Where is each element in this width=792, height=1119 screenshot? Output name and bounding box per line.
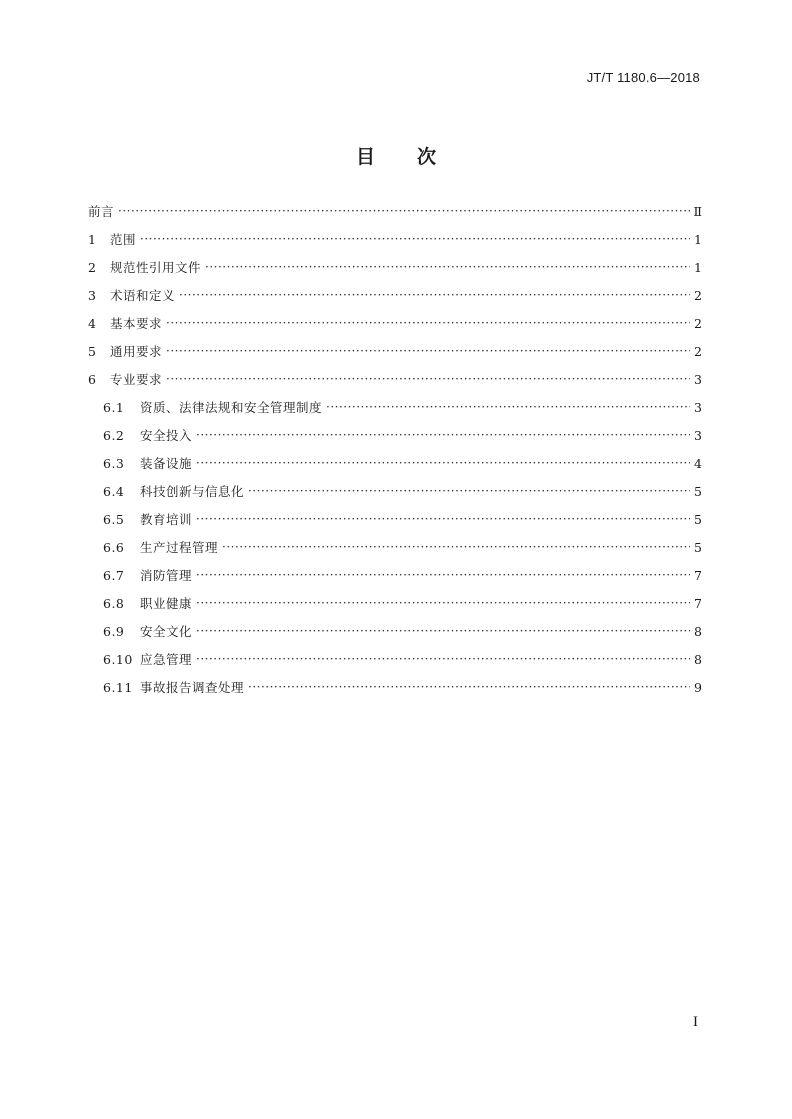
dot-leader [248,484,690,498]
toc-entry-number: 6 [88,372,96,387]
toc-entry-page: 5 [694,512,702,527]
dot-leader [196,568,690,582]
title-char-second: 次 [417,146,437,168]
toc-entry[interactable] [88,538,702,566]
toc-entry-label: 消防管理 [140,568,193,583]
toc-entry-page: 5 [694,540,702,555]
title-char-first: 目 [355,146,375,168]
toc-entry-page: 1 [694,232,702,247]
dot-leader [166,316,690,330]
toc-entry-page: 3 [694,428,702,443]
toc-entry-page: 2 [694,344,702,359]
toc-entry-number: 6.4 [103,484,125,499]
dot-leader [205,260,690,274]
toc-entry-label: 术语和定义 [110,288,176,303]
toc-entry-label: 科技创新与信息化 [140,484,245,499]
toc-entry[interactable] [88,258,702,286]
toc-entry-label: 安全文化 [140,624,193,639]
toc-entry-number: 4 [88,316,96,331]
toc-entry-label: 事故报告调查处理 [140,680,245,695]
dot-leader [248,680,690,694]
toc-entry-label: 安全投入 [140,428,193,443]
toc-entry[interactable] [88,622,702,650]
toc-entry-number: 6.5 [103,512,125,527]
dot-leader [326,400,690,414]
toc-entry-number: 6.7 [103,568,125,583]
toc-entry[interactable] [88,286,702,314]
dot-leader [118,204,689,218]
toc-entry-label: 教育培训 [140,512,193,527]
dot-leader [140,232,690,246]
toc-entry-label: 规范性引用文件 [110,260,202,275]
dot-leader [166,344,690,358]
dot-leader [179,288,690,302]
dot-leader [196,652,690,666]
page-title [0,142,792,169]
standard-code: JT/T 1180.6—2018 [586,70,700,85]
toc-entry-page: 4 [694,456,702,471]
toc-entry[interactable] [88,202,702,230]
dot-leader [196,512,690,526]
dot-leader [166,372,690,386]
dot-leader [196,596,690,610]
dot-leader [196,428,690,442]
toc-entry[interactable] [88,650,702,678]
toc-entry[interactable] [88,510,702,538]
toc-entry[interactable] [88,594,702,622]
toc-entry-label: 通用要求 [110,344,163,359]
toc-entry-label: 资质、法律法规和安全管理制度 [140,400,323,415]
toc-entry-page: 5 [694,484,702,499]
toc-entry[interactable] [88,454,702,482]
toc-entry-number: 6.6 [103,540,125,555]
toc-entry-number: 6.10 [103,652,133,667]
toc-entry-number: 6.1 [103,400,125,415]
toc-entry[interactable] [88,398,702,426]
dot-leader [222,540,690,554]
toc-entry-label: 生产过程管理 [140,540,219,555]
toc-entry-number: 6.3 [103,456,125,471]
dot-leader [196,456,690,470]
toc-entry[interactable] [88,314,702,342]
toc-entry-number: 3 [88,288,96,303]
toc-entry-page: 3 [694,372,702,387]
toc-entry-page: 2 [694,316,702,331]
toc-entry-number: 1 [88,232,96,247]
toc-entry[interactable] [88,230,702,258]
toc-entry-number: 2 [88,260,96,275]
toc-entry-page: 7 [694,568,702,583]
toc-entry-page: 8 [694,624,702,639]
toc-entry-number: 6.8 [103,596,125,611]
toc-entry-label: 范围 [110,232,137,247]
toc-entry[interactable] [88,342,702,370]
toc-entry[interactable] [88,678,702,706]
toc-entry-page: 9 [694,680,702,695]
toc-entry-page: Ⅱ [693,204,702,219]
page-number: I [693,1014,698,1030]
dot-leader [196,624,690,638]
toc-entry[interactable] [88,426,702,454]
toc-entry-label: 专业要求 [110,372,163,387]
toc-entry[interactable] [88,482,702,510]
toc-entry-label: 职业健康 [140,596,193,611]
toc-entry-page: 1 [694,260,702,275]
toc-entry-label: 前言 [88,204,115,219]
toc-entry[interactable] [88,370,702,398]
toc-entry-label: 基本要求 [110,316,163,331]
toc-entry-number: 5 [88,344,96,359]
toc-entry-number: 6.11 [103,680,133,695]
table-of-contents [88,202,702,706]
toc-entry-page: 3 [694,400,702,415]
toc-entry-label: 装备设施 [140,456,193,471]
toc-entry-page: 8 [694,652,702,667]
toc-entry-number: 6.9 [103,624,125,639]
toc-entry[interactable] [88,566,702,594]
toc-entry-label: 应急管理 [140,652,193,667]
toc-entry-page: 2 [694,288,702,303]
toc-entry-number: 6.2 [103,428,125,443]
toc-entry-page: 7 [694,596,702,611]
